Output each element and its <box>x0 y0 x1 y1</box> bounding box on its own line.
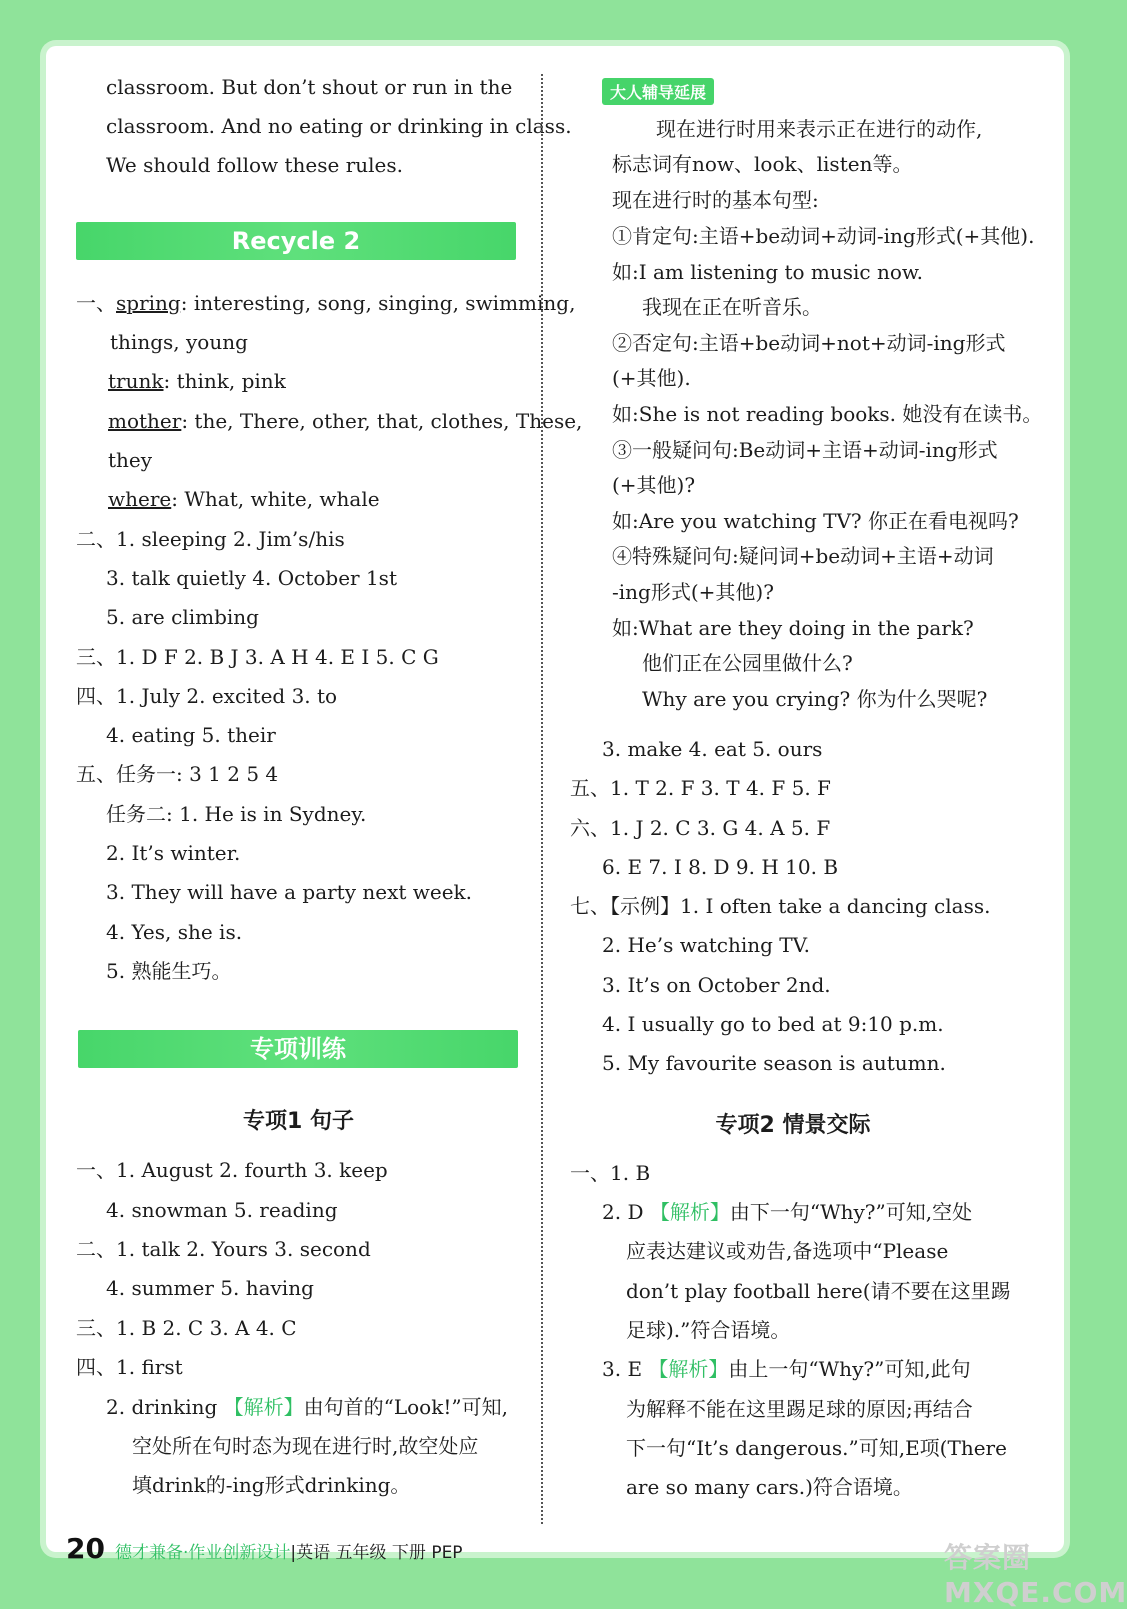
answer-line: 一、1. August 2. fourth 3. keep <box>76 1158 388 1182</box>
note-line: ③一般疑问句:Be动词+主语+动词-ing形式 <box>612 438 998 462</box>
recycle-where-line <box>108 486 380 512</box>
answer-line: 任务二: 1. He is in Sydney. <box>106 802 367 826</box>
note-line: 标志词有now、look、listen等。 <box>612 152 913 176</box>
answer-line: 5. are climbing <box>106 605 259 629</box>
column-divider <box>541 74 543 1524</box>
answer-line: 三、1. B 2. C 3. A 4. C <box>76 1316 297 1340</box>
mother-words: : the, There, other, that, clothes, These, <box>181 409 583 433</box>
answer-line: 七、【示例】1. I often take a dancing class. <box>570 894 991 918</box>
note-line: (+其他)? <box>612 473 696 497</box>
note-line: 如:I am listening to music now. <box>612 260 924 284</box>
page <box>46 46 1127 1609</box>
answer-line: 2. He’s watching TV. <box>602 933 810 957</box>
answer-line: 4. eating 5. their <box>106 723 276 747</box>
intro-line: classroom. And no eating or drinking in class. <box>106 114 572 138</box>
special-training-banner: 专项训练 <box>78 1030 518 1068</box>
answer-line: 5. 熟能生巧。 <box>106 959 232 983</box>
note-line: -ing形式(+其他)? <box>612 580 774 604</box>
answer-line: 五、任务一: 3 1 2 5 4 <box>76 762 279 786</box>
analysis-tag: 【解析】 <box>223 1395 304 1419</box>
answer-line: 四、1. July 2. excited 3. to <box>76 684 338 708</box>
recycle-banner: Recycle 2 <box>76 222 516 260</box>
answer-line: 五、1. T 2. F 3. T 4. F 5. F <box>570 776 831 800</box>
note-line: 如:She is not reading books. 她没有在读书。 <box>612 402 1043 426</box>
answer-line: 四、1. first <box>76 1355 183 1379</box>
note-line: ②否定句:主语+be动词+not+动词-ing形式 <box>612 331 1006 355</box>
note-line: 如:What are they doing in the park? <box>612 616 974 640</box>
intro-line: classroom. But don’t shout or run in the <box>106 75 513 99</box>
trunk-words: : think, pink <box>163 369 286 393</box>
analysis-text: are so many cars.)符合语境。 <box>626 1475 913 1499</box>
answer-number: 2. D <box>602 1200 644 1224</box>
book-brand: 德才兼备·作业创新设计 <box>114 1543 291 1563</box>
answer-line: 二、1. talk 2. Yours 3. second <box>76 1237 371 1261</box>
explanation-line <box>602 1199 972 1225</box>
note-line: 现在进行时的基本句型: <box>612 188 819 212</box>
note-line: ④特殊疑问句:疑问词+be动词+主语+动词 <box>612 544 994 568</box>
analysis-text: don’t play football here(请不要在这里踢 <box>626 1279 1011 1303</box>
analysis-tag: 【解析】 <box>648 1357 729 1381</box>
analysis-text: 填drink的-ing形式drinking。 <box>132 1473 411 1497</box>
book-info: |英语 五年级 下册 PEP <box>290 1543 463 1563</box>
answer-number: 2. drinking <box>106 1395 218 1419</box>
answer-line: 3. They will have a party next week. <box>106 880 473 904</box>
recycle-trunk-line <box>108 368 286 394</box>
note-line: 如:Are you watching TV? 你正在看电视吗? <box>612 509 1019 533</box>
answer-line: 3. talk quietly 4. October 1st <box>106 566 397 590</box>
answer-line: 5. My favourite season is autumn. <box>602 1051 946 1075</box>
explanation-line <box>106 1394 508 1420</box>
spring-words: : interesting, song, singing, swimming, <box>180 291 576 315</box>
note-line: ①肯定句:主语+be动词+动词-ing形式(+其他). <box>612 224 1035 248</box>
page-number: 20 <box>66 1532 105 1565</box>
analysis-text: 由句首的“Look!”可知, <box>303 1395 508 1419</box>
recycle-spring-line <box>76 290 575 316</box>
page-footer <box>66 1532 463 1565</box>
answer-line: 4. snowman 5. reading <box>106 1198 338 1222</box>
note-line: (+其他). <box>612 366 691 390</box>
intro-line: We should follow these rules. <box>106 153 404 177</box>
explanation-line <box>602 1356 971 1382</box>
answer-line: 3. make 4. eat 5. ours <box>602 737 823 761</box>
where-word: where <box>108 487 172 511</box>
special1-title: 专项1 句子 <box>243 1109 354 1134</box>
answer-line: 一、1. B <box>570 1161 651 1185</box>
analysis-text: 足球).”符合语境。 <box>626 1318 791 1342</box>
answer-line: 4. Yes, she is. <box>106 920 243 944</box>
answer-line: 六、1. J 2. C 3. G 4. A 5. F <box>570 816 831 840</box>
trunk-word: trunk <box>108 369 164 393</box>
analysis-text: 由上一句“Why?”可知,此句 <box>728 1357 971 1381</box>
recycle-mother-line <box>108 408 582 434</box>
answer-number: 3. E <box>602 1357 643 1381</box>
answer-line: 4. summer 5. having <box>106 1276 314 1300</box>
analysis-text: 空处所在句时态为现在进行时,故空处应 <box>132 1434 479 1458</box>
analysis-text: 由下一句“Why?”可知,空处 <box>729 1200 973 1224</box>
spring-word: spring <box>116 291 181 315</box>
where-words: : What, white, whale <box>171 487 380 511</box>
note-line: Why are you crying? 你为什么哭呢? <box>642 687 988 711</box>
note-line: 现在进行时用来表示正在进行的动作, <box>656 117 983 141</box>
mother-words-2: they <box>108 448 153 472</box>
watermark: 答案圈 MXQE.COM <box>944 1541 1127 1609</box>
note-line: 他们正在公园里做什么? <box>642 651 853 675</box>
answer-line: 3. It’s on October 2nd. <box>602 973 831 997</box>
mother-word: mother <box>108 409 182 433</box>
answer-line: 二、1. sleeping 2. Jim’s/his <box>76 527 345 551</box>
analysis-text: 为解释不能在这里踢足球的原因;再结合 <box>626 1397 973 1421</box>
analysis-tag: 【解析】 <box>649 1200 730 1224</box>
answer-line: 6. E 7. I 8. D 9. H 10. B <box>602 855 839 879</box>
analysis-text: 下一句“It’s dangerous.”可知,E项(There <box>626 1436 1007 1460</box>
tutor-extension-tag: 大人辅导延展 <box>602 78 714 105</box>
note-line: 我现在正在听音乐。 <box>642 295 822 319</box>
special2-title: 专项2 情景交际 <box>715 1113 871 1138</box>
analysis-text: 应表达建议或劝告,备选项中“Please <box>626 1239 949 1263</box>
spring-words-2: things, young <box>110 330 248 354</box>
answer-line: 三、1. D F 2. B J 3. A H 4. E I 5. C G <box>76 645 439 669</box>
answer-line: 2. It’s winter. <box>106 841 241 865</box>
section-number: 一、 <box>76 291 116 315</box>
answer-line: 4. I usually go to bed at 9:10 p.m. <box>602 1012 944 1036</box>
